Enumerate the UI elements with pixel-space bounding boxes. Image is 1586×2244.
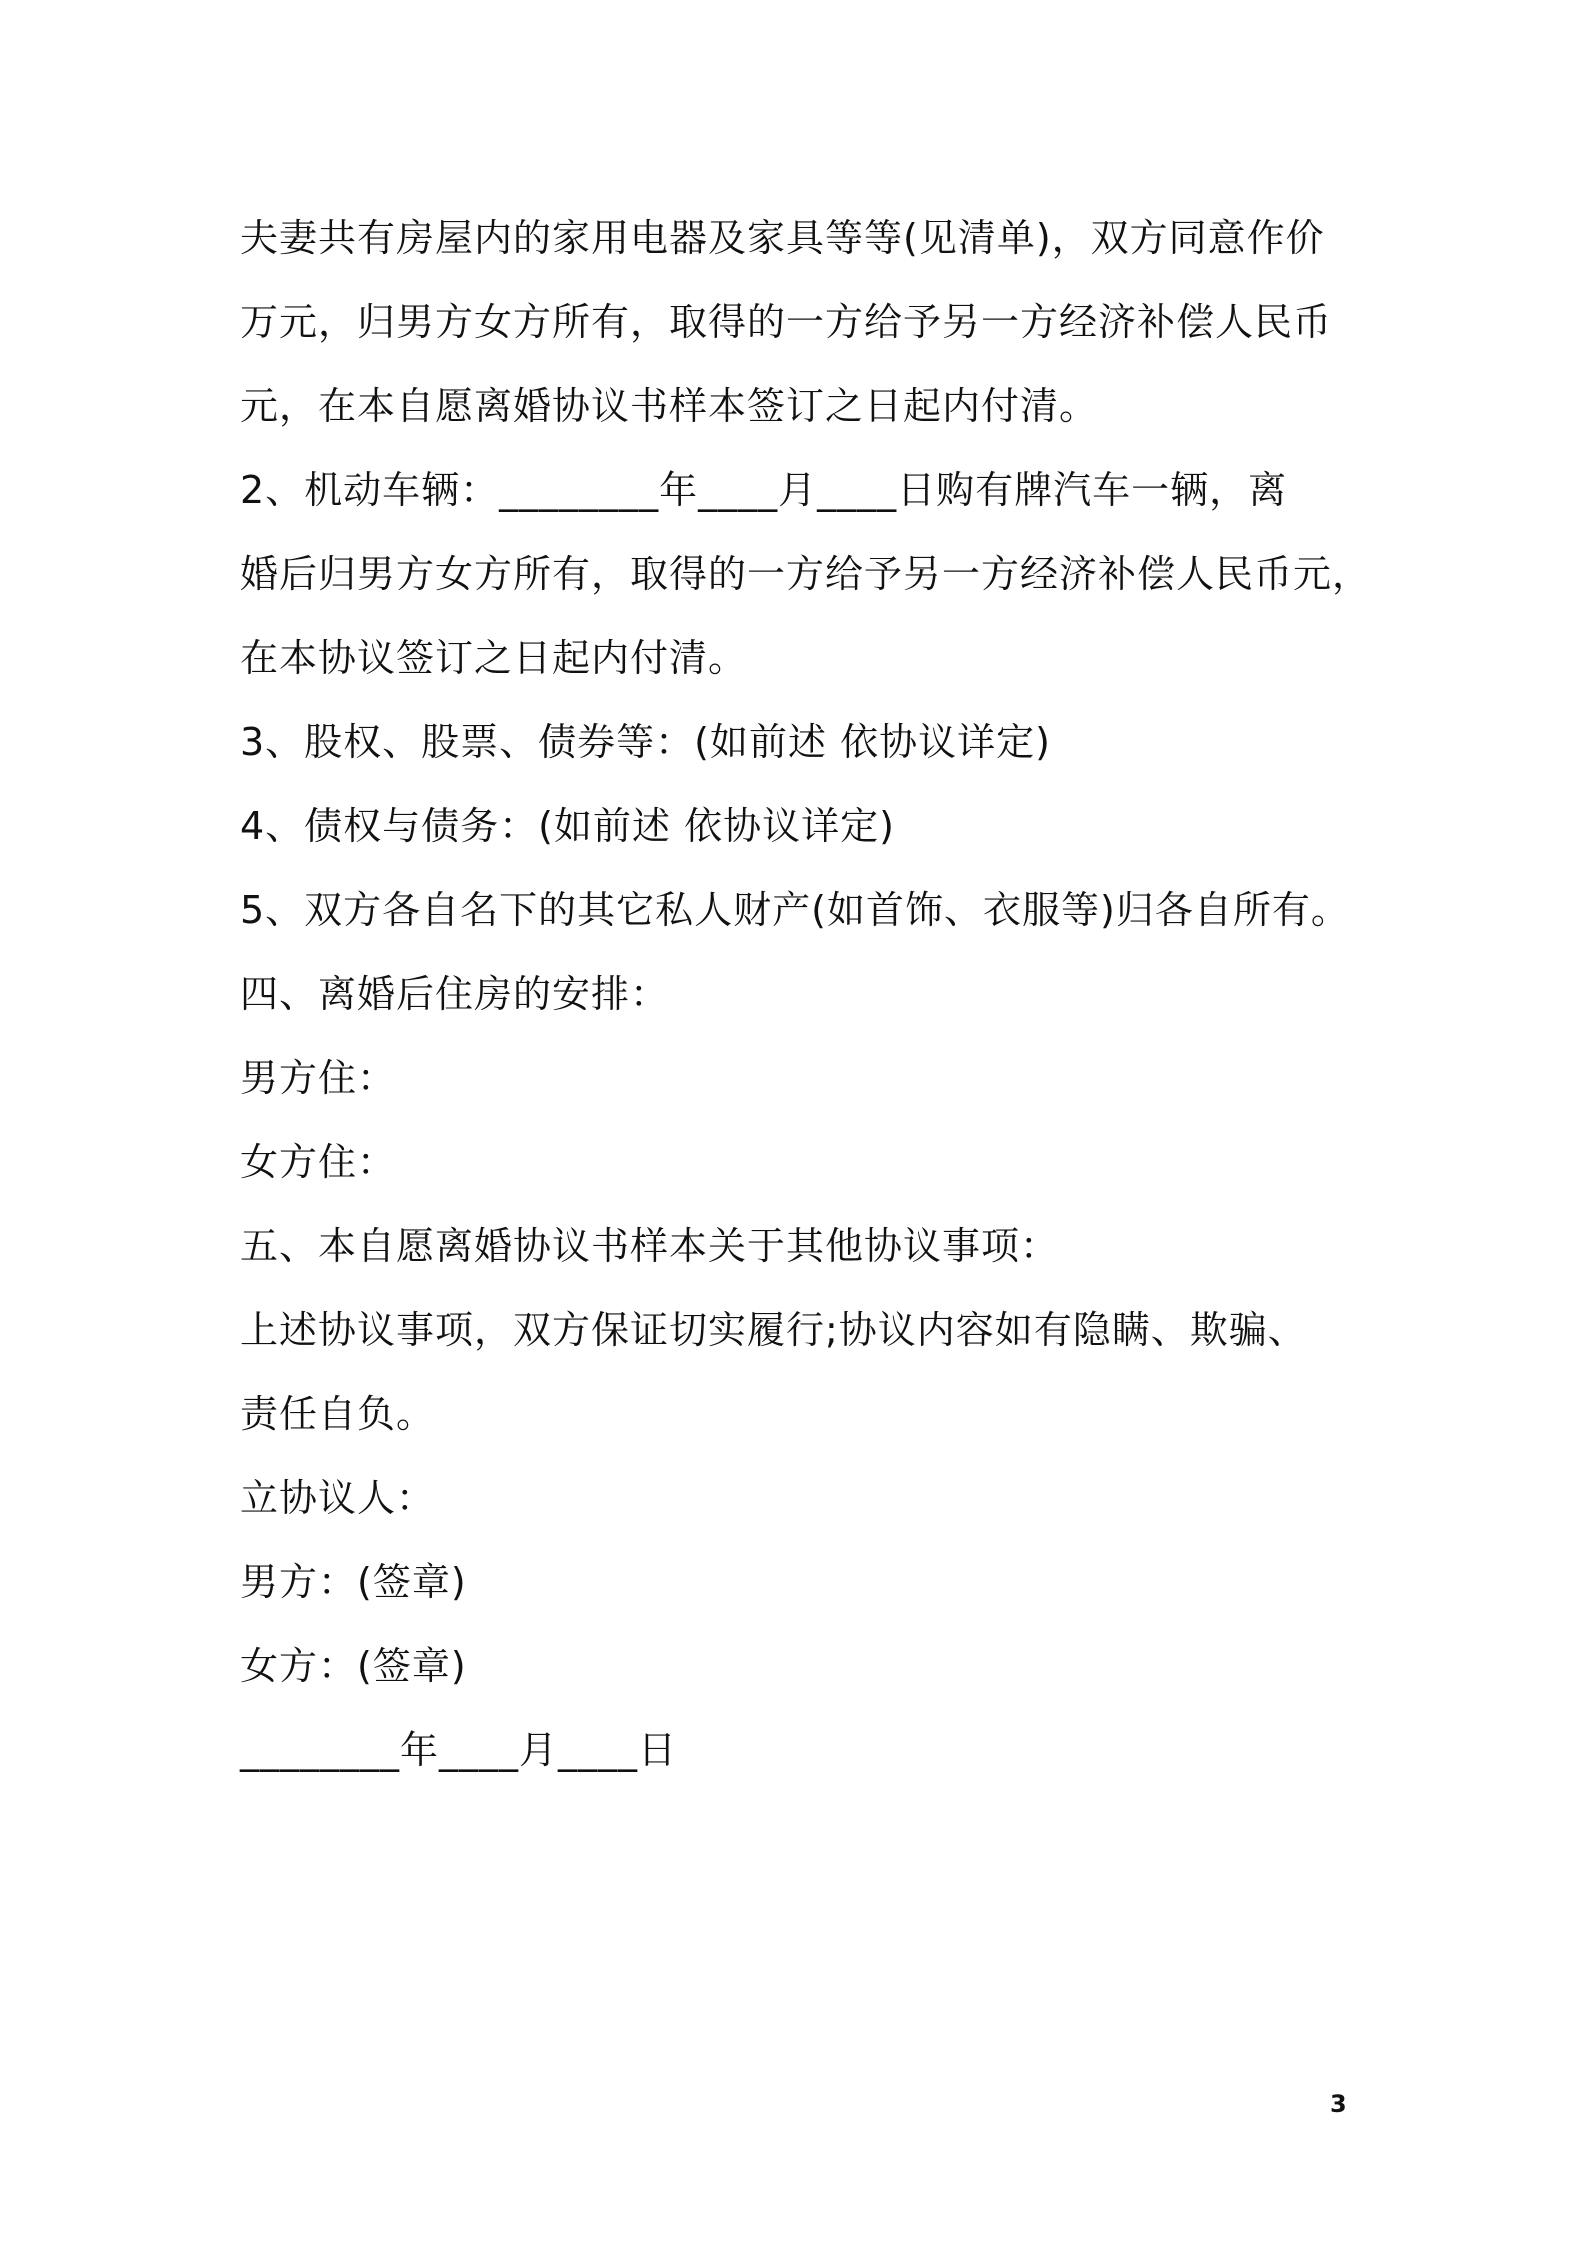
vehicle-clause-line: 婚后归男方女方所有，取得的一方给予另一方经济补偿人民币元， xyxy=(240,552,1372,596)
page-number: 3 xyxy=(1330,2090,1347,2118)
vehicle-clause-line: 2、机动车辆：________年____月____日购有牌汽车一辆，离 xyxy=(240,468,1288,512)
male-residence-line: 男方住： xyxy=(240,1056,397,1100)
paragraph-line: 责任自负。 xyxy=(240,1392,436,1436)
equity-clause-line: 3、股权、股票、债券等：(如前述 依协议详定) xyxy=(240,720,1051,764)
paragraph-line: 万元，归男方女方所有，取得的一方给予另一方经济补偿人民币 xyxy=(240,300,1333,344)
vehicle-clause-line: 在本协议签订之日起内付清。 xyxy=(240,636,748,680)
paragraph-line: 上述协议事项，双方保证切实履行;协议内容如有隐瞒、欺骗、 xyxy=(240,1308,1307,1352)
private-property-clause-line: 5、双方各自名下的其它私人财产(如首饰、衣服等)归各自所有。 xyxy=(240,888,1350,932)
paragraph-line: 元，在本自愿离婚协议书样本签订之日起内付清。 xyxy=(240,384,1099,428)
female-signature-line: 女方：(签章) xyxy=(240,1644,467,1688)
date-line: ________年____月____日 xyxy=(240,1728,678,1772)
paragraph-line: 夫妻共有房屋内的家用电器及家具等等(见清单)，双方同意作价 xyxy=(240,216,1325,260)
debt-clause-line: 4、债权与债务：(如前述 依协议详定) xyxy=(240,804,895,848)
document-body xyxy=(240,196,1370,1792)
signatories-label: 立协议人： xyxy=(240,1476,436,1520)
section-heading-other-matters: 五、本自愿离婚协议书样本关于其他协议事项： xyxy=(240,1224,1060,1268)
male-signature-line: 男方：(签章) xyxy=(240,1560,467,1604)
section-heading-housing: 四、离婚后住房的安排： xyxy=(240,972,670,1016)
female-residence-line: 女方住： xyxy=(240,1140,397,1184)
